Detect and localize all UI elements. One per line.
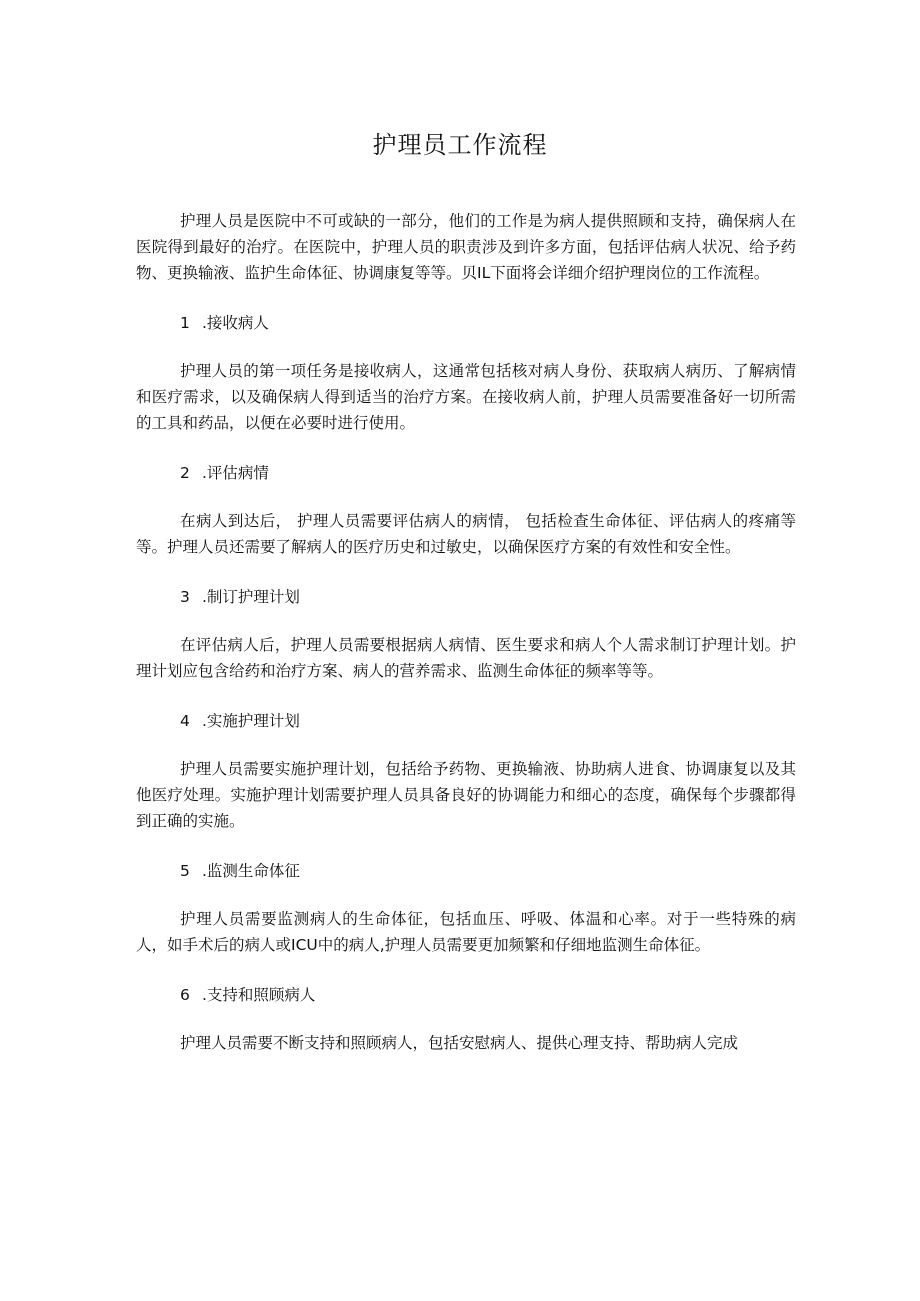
section-title: .制订护理计划: [202, 588, 300, 606]
section-heading-1: [136, 310, 796, 336]
section-title: .监测生命体征: [202, 862, 300, 880]
section-number: 6: [180, 986, 190, 1004]
section-paragraph-1: 护理人员的第一项任务是接收病人，这通常包括核对病人身份、获取病人病历、了解病情和医疗需求，以及确保病人得到适当的治疗方案。在接收病人前，护理人员需要准备好一切所需的工具和药品，以便在必要时进行使用。: [136, 362, 796, 432]
section-number: 4: [180, 712, 190, 730]
section-title: .评估病情: [202, 464, 269, 482]
section-heading-2: [136, 460, 796, 486]
section-paragraph-3: 在评估病人后，护理人员需要根据病人病情、医生要求和病人个人需求制订护理计划。护理计划应包含给药和治疗方案、病人的营养需求、监测生命体征的频率等等。: [136, 636, 796, 680]
section-heading-6: [136, 982, 796, 1008]
section-title: .支持和照顾病人: [202, 986, 316, 1004]
section-paragraph-5: 护理人员需要监测病人的生命体征，包括血压、呼吸、体温和心率。对于一些特殊的病人，如手术后的病人或ICU中的病人,护理人员需要更加频繁和仔细地监测生命体征。: [136, 910, 796, 954]
section-number: 5: [180, 862, 190, 880]
section-title: .接收病人: [202, 314, 269, 332]
section-heading-5: [136, 858, 796, 884]
document-body: [136, 208, 796, 1056]
section-number: 2: [180, 464, 190, 482]
section-paragraph-2: 在病人到达后， 护理人员需要评估病人的病情， 包括检查生命体征、评估病人的疼痛等等。护理人员还需要了解病人的医疗历史和过敏史，以确保医疗方案的有效性和安全性。: [136, 512, 796, 556]
section-heading-4: [136, 708, 796, 734]
section-paragraph-4: 护理人员需要实施护理计划，包括给予药物、更换输液、协助病人进食、协调康复以及其他医疗处理。实施护理计划需要护理人员具备良好的协调能力和细心的态度，确保每个步骤都得到正确的实施。: [136, 760, 796, 830]
page-title: 护理员工作流程: [372, 131, 548, 159]
intro-paragraph: 护理人员是医院中不可或缺的一部分，他们的工作是为病人提供照顾和支持，确保病人在医院得到最好的治疗。在医院中，护理人员的职责涉及到许多方面，包括评估病人状况、给予药物、更换输液、监护生命体征、协调康复等等。贝IL下面将会详细介绍护理岗位的工作流程。: [136, 212, 796, 282]
section-paragraph-6: 护理人员需要不断支持和照顾病人，包括安慰病人、提供心理支持、帮助病人完成: [180, 1034, 739, 1052]
section-title: .实施护理计划: [202, 712, 300, 730]
section-heading-3: [136, 584, 796, 610]
section-number: 3: [180, 588, 190, 606]
section-number: 1: [180, 314, 190, 332]
